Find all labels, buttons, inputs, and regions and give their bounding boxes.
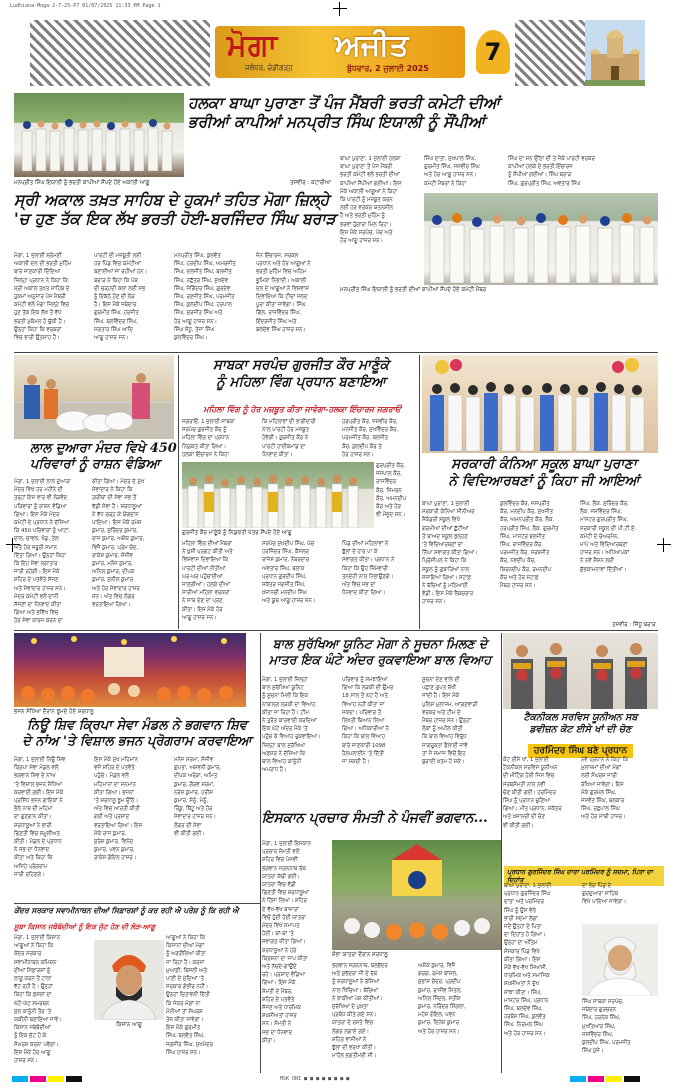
- story10-portrait-caption: ਕਿਸਾਨ ਆਗੂ: [116, 1022, 142, 1028]
- story3-photo: [182, 462, 374, 528]
- print-slug-bottom: MSK ONI ■ ■ ■ ■ ■ ■ ■ ■: [280, 1076, 350, 1082]
- story10-headline: ਕੇਂਦਰ ਸਰਕਾਰ ਸਵਾਮੀਨਾਥਨ ਦੀਆਂ ਸਿਫ਼ਾਰਸ਼ਾਂ ਨੂੰ ਕਰ ਰਹੀ ਐ ਪਰੇਸ਼ ਨੂੰ ਕਿ ਰਹੀ ਐ: [14, 906, 239, 915]
- story9-column-1: ਮੋਗਾ, 1 ਜੁਲਾਈ ਇਸਕਾਨ ਪ੍ਰਚਾਰ ਸੰਮਤੀ ਵਲੋਂ ਸ਼ਹਿਰ ਵਿਚ ਪੰਜਵੀਂ ਭਗਵਾਨ ਜਗਨਨਾਥ ਰੱਥ ਯਾਤਰਾ ਕੱਢੀ ਗਈ। ਯਾਤਰਾ ਵਿਚ ਵੱਡੀ ਗਿਣਤੀ ਵਿਚ ਸ਼ਰਧਾਲੂਆਂ ਨੇ ਹਿੱਸਾ ਲਿਆ। ਸ਼ਹਿਰ ਦੇ ਵੱਖ-ਵੱਖ ਬਾਜ਼ਾਰਾਂ ਵਿਚੋਂ ਹੁੰਦੀ ਹੋਈ ਯਾਤਰਾ ਮੰਦਰ ਵਿਖੇ ਸਮਾਪਤ ਹੋਈ। ਥਾਂ-ਥਾਂ 'ਤੇ ਸਵਾਗਤ ਕੀਤਾ ਗਿਆ। ਸ਼ਰਧਾਲੂਆਂ ਨੇ ਹਰੇ ਕ੍ਰਿਸ਼ਨਾ ਦਾ ਜਾਪ ਕੀਤਾ ਅਤੇ ਨੱਚਦੇ-ਗਾਉਂਦੇ ਰਹੇ। ਪ੍ਰਸ਼ਾਦ ਵੰਡਿਆ ਗਿਆ। ਇਸ ਮੌਕੇ ਸੰਮਤੀ ਦੇ ਮੈਂਬਰ, ਸ਼ਹਿਰ ਦੇ ਪਤਵੰਤੇ ਸੱਜਣ ਅਤੇ ਧਾਰਮਿਕ ਸ਼ਖ਼ਸੀਅਤਾਂ ਹਾਜ਼ਰ ਸਨ। ਸੰਮਤੀ ਨੇ ਸਭ ਦਾ ਧੰਨਵਾਦ ਕੀਤਾ।: [262, 841, 311, 1044]
- color-bar-yellow-right: [606, 1076, 622, 1082]
- color-bar-magenta: [30, 1076, 46, 1082]
- story7-column-3: ਮਨੋਜ ਸ਼ਰਮਾ, ਸੰਜੀਵ ਗੁਪਤਾ, ਅਸ਼ਵਨੀ ਕੁਮਾਰ, ਦੀਪਕ ਅਰੋੜਾ, ਅਮਿਤ ਕੁਮਾਰ, ਗੌਰਵ ਸ਼ਰਮਾ, ਨਰੇਸ਼ ਕੁਮਾਰ, ਹਰੀਸ਼ ਕੁਮਾਰ, ਸੋਨੂੰ, ਮੋਨੂੰ, ਰਿੰਕੂ, ਬਿੱਟੂ ਅਤੇ ਹੋਰ ਸੇਵਾਦਾਰ ਹਾਜ਼ਰ ਸਨ। ਲੰਗਰ ਦੀ ਸੇਵਾ ਵੀ ਕੀਤੀ ਗਈ।: [174, 757, 221, 837]
- registration-mark-top: [333, 2, 347, 16]
- story11-column-1: ਬਾਘਾ ਪੁਰਾਣਾ, 1 ਜੁਲਾਈ ਪ੍ਰਧਾਨ ਗੁਰਜਿੰਦਰ ਸਿੰਘ ਦਾਤਾ ਅਤੇ ਪਰਮਿੰਦਰ ਸਿੰਘ ਨੂੰ ਉਸ ਵੇਲੇ ਭਾਰੀ ਸਦਮਾ ਲੱਗਾ ਜਦੋਂ ਉਨ੍ਹਾਂ ਦੇ ਪਿਤਾ ਦਾ ਦਿਹਾਂਤ ਹੋ ਗਿਆ। ਉਨ੍ਹਾਂ ਦਾ ਅੰਤਿਮ ਸੰਸਕਾਰ ਪਿੰਡ ਵਿਖੇ ਕੀਤਾ ਗਿਆ। ਇਸ ਮੌਕੇ ਵੱਖ-ਵੱਖ ਸਿਆਸੀ, ਧਾਰਮਿਕ ਅਤੇ ਸਮਾਜਿਕ ਸ਼ਖ਼ਸੀਅਤਾਂ ਨੇ ਦੁੱਖ ਸਾਂਝਾ ਕੀਤਾ। ਸਿੰਘ, ਮਾਸਟਰ ਸਿੰਘ, ਪ੍ਰਧਾਨ ਸਿੰਘ, ਬਲਦੇਵ ਸਿੰਘ, ਹਰਬੰਸ ਸਿੰਘ, ਕੁਲਵੰਤ ਸਿੰਘ, ਨਿਰਮਲ ਸਿੰਘ ਅਤੇ ਹੋਰ ਹਾਜ਼ਰ ਸਨ।: [504, 883, 552, 1037]
- column-rule-3: [260, 633, 261, 1073]
- story4-column-1: ਮੋਗਾ, 1 ਜੁਲਾਈ ਲਾਲ ਦੁਆਰਾ ਮੰਦਰ ਵਿਖੇ ਹਰ ਮਹੀਨੇ ਦੀ ਤਰ੍ਹਾਂ ਇਸ ਵਾਰ ਵੀ ਲੋੜਵੰਦ ਪਰਿਵਾਰਾਂ ਨੂੰ ਰਾਸ਼ਨ ਵੰਡਿਆ ਗਿਆ। ਇਸ ਮੌਕੇ ਮੰਦਰ ਕਮੇਟੀ ਦੇ ਪ੍ਰਧਾਨ ਨੇ ਦੱਸਿਆ ਕਿ 450 ਪਰਿਵਾਰਾਂ ਨੂੰ ਆਟਾ, ਦਾਲ, ਚਾਵਲ, ਖੰਡ, ਤੇਲ ਅਤੇ ਹੋਰ ਜ਼ਰੂਰੀ ਸਮਾਨ ਦਿੱਤਾ ਗਿਆ। ਉਨ੍ਹਾਂ ਕਿਹਾ ਕਿ ਇਹ ਸੇਵਾ ਲਗਾਤਾਰ ਜਾਰੀ ਰਹੇਗੀ। ਇਸ ਮੌਕੇ ਸ਼ਹਿਰ ਦੇ ਪਤਵੰਤੇ ਸੱਜਣ ਅਤੇ ਸੇਵਾਦਾਰ ਹਾਜ਼ਰ ਸਨ। ਮੰਦਰ ਕਮੇਟੀ ਵਲੋਂ ਦਾਨੀ ਸੱਜਣਾਂ ਦਾ ਧੰਨਵਾਦ ਕੀਤਾ ਗਿਆ ਅਤੇ ਭਵਿੱਖ ਵਿਚ ਹੋਰ ਸੇਵਾ ਕਾਰਜ ਕਰਨ ਦਾ: [14, 479, 71, 625]
- story3-subhead: ਮਹਿਲਾ ਵਿੰਗ ਨੂੰ ਹੋਰ ਮਜ਼ਬੂਤ ਕੀਤਾ ਜਾਵੇਗਾ-ਹਲਕਾ ਇੰਚਾਰਜ ਜਗਰਾਓਂ: [203, 404, 401, 414]
- story7-headline: [14, 718, 260, 751]
- story2-column-4: ਜ਼ੋਨ ਇੰਚਾਰਜ, ਸਰਕਲ ਪ੍ਰਧਾਨ ਅਤੇ ਹੋਰ ਆਗੂਆਂ ਨੇ ਭਰਤੀ ਮੁਹਿੰਮ ਵਿਚ ਅਹਿਮ ਭੂਮਿਕਾ ਨਿਭਾਈ। ਅਕਾਲੀ ਦਲ ਦੇ ਆਗੂਆਂ ਨੇ ਵਿਸ਼ਵਾਸ ਦਿਵਾਇਆ ਕਿ ਟੀਚਾ ਜਲਦ ਪੂਰਾ ਕੀਤਾ ਜਾਵੇਗਾ। ਸਿੰਘ ਗਿੱਲ, ਰਾਜਵਿੰਦਰ ਸਿੰਘ, ਇੰਦਰਜੀਤ ਸਿੰਘ ਅਤੇ ਬਲਦੇਵ ਸਿੰਘ ਹਾਜ਼ਰ ਸਨ।: [256, 253, 311, 333]
- divider-1: [14, 352, 658, 353]
- story3-column-7: ਪਿੰਡ ਦੀਆਂ ਮਹਿਲਾਵਾਂ ਨੇ ਫੁੱਲਾਂ ਦੇ ਹਾਰ ਪਾ ਕੇ ਸਵਾਗਤ ਕੀਤਾ। ਪ੍ਰਧਾਨ ਨੇ ਕਿਹਾ ਕਿ ਉਹ ਜ਼ਿੰਮੇਵਾਰੀ ਤਨਦੇਹੀ ਨਾਲ ਨਿਭਾਉਣਗੇ। ਅੰਤ ਵਿਚ ਸਭ ਦਾ ਧੰਨਵਾਦ ਕੀਤਾ ਗਿਆ।: [342, 541, 395, 597]
- story1-column-1: ਬਾਘਾ ਪੁਰਾਣਾ, 1 ਜੁਲਾਈ ਹਲਕਾ ਬਾਘਾ ਪੁਰਾਣਾ ਤੋਂ ਪੰਜ ਮੈਂਬਰੀ ਭਰਤੀ ਕਮੇਟੀ ਵਲੋਂ ਭਰਤੀ ਦੀਆਂ ਕਾਪੀਆਂ ਸੌਂਪੀਆਂ ਗਈਆਂ। ਇਸ ਮੌਕੇ ਅਕਾਲੀ ਆਗੂਆਂ ਨੇ ਕਿਹਾ ਕਿ ਪਾਰਟੀ ਨੂੰ ਮਜ਼ਬੂਤ ਕਰਨ ਲਈ ਹਰ ਵਰਕਰ ਯਤਨਸ਼ੀਲ ਹੈ ਅਤੇ ਭਰਤੀ ਮੁਹਿੰਮ ਨੂੰ ਭਰਵਾਂ ਹੁੰਗਾਰਾ ਮਿਲ ਰਿਹਾ। ਇਸ ਮੌਕੇ ਸਰਪੰਚ, ਪੰਚ ਅਤੇ ਹੋਰ ਆਗੂ ਹਾਜ਼ਰ ਸਨ।: [340, 156, 402, 245]
- masthead-date: ਬੁੱਧਵਾਰ, 2 ਜੁਲਾਈ 2025: [347, 64, 429, 73]
- story2-headline-line2: 'ਚ ਹੁਣ ਤੱਕ ਇਕ ਲੱਖ ਭਰਤੀ ਹੋਈ-ਬਰਜਿੰਦਰ ਸਿੰਘ ਬਰਾੜ: [14, 209, 336, 229]
- story11-column-2: ਦਾ ਭੋਗ ਪਿੰਡ ਦੇ ਗੁਰਦੁਆਰਾ ਸਾਹਿਬ ਵਿਖੇ ਪਾਇਆ ਜਾਵੇਗਾ।: [582, 883, 627, 906]
- story8-column-2: ਨਵੇਂ ਪ੍ਰਧਾਨ ਨੇ ਕਿਹਾ ਕਿ ਮੁਲਾਜ਼ਮਾਂ ਦੀਆਂ ਮੰਗਾਂ ਲਈ ਸੰਘਰਸ਼ ਜਾਰੀ ਰੱਖਿਆ ਜਾਵੇਗਾ। ਇਸ ਮੌਕੇ ਗੁਰਮੇਲ ਸਿੰਘ, ਜਸਵੰਤ ਸਿੰਘ, ਬਲਕਾਰ ਸਿੰਘ, ਰਛਪਾਲ ਸਿੰਘ ਅਤੇ ਹੋਰ ਸਾਥੀ ਹਾਜ਼ਰ।: [581, 757, 628, 821]
- story10-column-1: ਮੋਗਾ, 1 ਜੁਲਾਈ ਕਿਸਾਨ ਆਗੂਆਂ ਨੇ ਕਿਹਾ ਕਿ ਕੇਂਦਰ ਸਰਕਾਰ ਸਵਾਮੀਨਾਥਨ ਕਮਿਸ਼ਨ ਦੀਆਂ ਸਿਫ਼ਾਰਸ਼ਾਂ ਨੂੰ ਲਾਗੂ ਕਰਨ ਤੋਂ ਟਾਲਾ ਵੱਟ ਰਹੀ ਹੈ। ਉਨ੍ਹਾਂ ਕਿਹਾ ਕਿ ਫ਼ਸਲਾਂ ਦਾ ਘੱਟੋ-ਘੱਟ ਸਮਰਥਨ ਮੁੱਲ ਕਾਨੂੰਨੀ ਤੌਰ 'ਤੇ ਯਕੀਨੀ ਬਣਾਇਆ ਜਾਵੇ। ਕਿਸਾਨ ਜਥੇਬੰਦੀਆਂ ਨੂੰ ਇਕ ਜੁੱਟ ਹੋ ਕੇ ਸੰਘਰਸ਼ ਕਰਨਾ ਪਵੇਗਾ। ਇਸ ਮੌਕੇ ਹੋਰ ਆਗੂ ਹਾਜ਼ਰ ਸਨ।: [14, 935, 62, 1065]
- story1-headline-line1: ਹਲਕਾ ਬਾਘਾ ਪੁਰਾਣਾ ਤੋਂ ਪੰਜ ਮੈਂਬਰੀ ਭਰਤੀ ਕਮੇਟੀ ਦੀਆਂ: [188, 93, 500, 112]
- story1-photo2-caption: ਮਨਪ੍ਰੀਤ ਸਿੰਘ ਇਯਾਲੀ ਨੂੰ ਭਰਤੀ ਦੀਆਂ ਕਾਪੀਆਂ ਸੌਂਪਦੇ ਹੋਏ ਕਮੇਟੀ ਮੈਂਬਰ: [340, 287, 487, 293]
- story3-headline-line2: ਨੂੰ ਮਹਿਲਾ ਵਿੰਗ ਪ੍ਰਧਾਨ ਬਣਾਇਆ: [216, 373, 386, 390]
- column-rule-4: [501, 633, 502, 1073]
- story5-headline-line1: ਸਰਕਾਰੀ ਕੰਨਿਆ ਸਕੂਲ ਬਾਘਾ ਪੁਰਾਣਾ: [451, 456, 637, 472]
- column-rule-2: [419, 355, 420, 629]
- story1-headline: [188, 93, 658, 132]
- column-rule-1: [178, 355, 179, 629]
- story7-photo: [14, 633, 246, 707]
- story4-headline: [30, 441, 180, 474]
- story11-portrait-photo: [582, 924, 658, 996]
- story5-column-3: ਸਿੰਘ, ਲੈਕ. ਸੁਰਿੰਦਰ ਕੌਰ, ਲੈਕ. ਜਸਵਿੰਦਰ ਸਿੰਘ, ਮਾਸਟਰ ਗੁਰਪ੍ਰੀਤ ਸਿੰਘ, ਸਰਕਾਰੀ ਸਕੂਲ ਦੀ ਪੀ.ਟੀ.ਏ. ਕਮੇਟੀ ਦੇ ਚੇਅਰਮੈਨ, ਮਾਪੇ ਅਤੇ ਵਿਦਿਆਰਥਣਾਂ ਹਾਜ਼ਰ ਸਨ। ਅਧਿਆਪਕਾਂ ਨੇ ਨਵੇਂ ਸੈਸ਼ਨ ਲਈ ਸ਼ੁੱਭਕਾਮਨਾਵਾਂ ਦਿੱਤੀਆਂ।: [580, 501, 637, 573]
- story7-column-2: ਇਸ ਮੌਕੇ ਮੁੱਖ ਮਹਿਮਾਨ ਵਜੋਂ ਸ਼ਹਿਰ ਦੇ ਪਤਵੰਤੇ ਪਹੁੰਚੇ। ਮੰਡਲ ਵਲੋਂ ਮਹਿਮਾਨਾਂ ਦਾ ਸਨਮਾਨ ਕੀਤਾ ਗਿਆ। ਭਜਨਾਂ 'ਤੇ ਸ਼ਰਧਾਲੂ ਝੂਮ ਉੱਠੇ। ਅੰਤ ਵਿਚ ਆਰਤੀ ਕੀਤੀ ਗਈ ਅਤੇ ਪ੍ਰਸ਼ਾਦ ਵਰਤਾਇਆ ਗਿਆ। ਇਸ ਮੌਕੇ ਰਾਜ ਕੁਮਾਰ, ਸੁਰੇਸ਼ ਕੁਮਾਰ, ਵਿਨੋਦ ਕੁਮਾਰ, ਪਵਨ ਕੁਮਾਰ, ਰਾਕੇਸ਼ ਗੋਇਲ ਹਾਜ਼ਰ।: [94, 757, 143, 862]
- story1-column-3: ਸਿੰਘ ਦਾ ਸਨ ਉੱਠਾ ਦੀ ਤੇ ਜੋਕੇ ਪਾਰਟੀ ਵਰਕਰ ਕਾਪੀਆਂ ਹਲਕੇ ਦੇ ਭਰਤੀ ਇੰਚਾਰਜ ਨੂੰ ਸੌਂਪੀਆਂ ਗਈਆਂ। ਸਿੰਘ ਬਰਾੜ ਸਿੰਘ, ਗੁਰਪ੍ਰੀਤ ਸਿੰਘ, ਅਵਤਾਰ ਸਿੰਘ: [508, 156, 595, 187]
- story1-column-2: ਸਿੰਘ ਦਾਤਾ, ਸੁਖਪਾਲ ਸਿੰਘ, ਗੁਰਮੀਤ ਸਿੰਘ, ਜਸਵੀਰ ਸਿੰਘ ਅਤੇ ਹੋਰ ਆਗੂ ਹਾਜ਼ਰ ਸਨ। ਕਮੇਟੀ ਮੈਂਬਰਾਂ ਨੇ ਕਿਹਾ: [424, 156, 480, 187]
- story1-photo-caption: ਮਨਪ੍ਰੀਤ ਸਿੰਘ ਇਯਾਲੀ ਨੂੰ ਭਰਤੀ ਕਾਪੀਆਂ ਸੌਂਪਦੇ ਹੋਏ ਅਕਾਲੀ ਆਗੂ: [14, 180, 150, 186]
- color-bar-yellow: [48, 1076, 64, 1082]
- story3-column-5: ਮਹਿਲਾ ਵਿੰਗ ਦੀਆਂ ਮੈਂਬਰਾਂ ਨੇ ਖ਼ੁਸ਼ੀ ਪ੍ਰਗਟ ਕੀਤੀ ਅਤੇ ਵਿਸ਼ਵਾਸ ਦਿਵਾਇਆ ਕਿ ਪਾਰਟੀ ਦੀਆਂ ਨੀਤੀਆਂ ਘਰ-ਘਰ ਪਹੁੰਚਾਈਆਂ ਜਾਣਗੀਆਂ। ਹਲਕੇ ਦੀਆਂ ਸਾਰੀਆਂ ਮਹਿਲਾ ਵਰਕਰਾਂ ਨੇ ਸਾਥ ਦੇਣ ਦਾ ਪ੍ਰਣ ਕੀਤਾ। ਇਸ ਮੌਕੇ ਹੋਰ ਆਗੂ ਹਾਜ਼ਰ ਸਨ।: [182, 541, 233, 621]
- story3-column-6: ਸਰਪੰਚ ਸੁਖਦੀਪ ਸਿੰਘ, ਪੰਚ ਹਰਜਿੰਦਰ ਸਿੰਘ, ਕੌਂਸਲਰ ਰਾਜੇਸ਼ ਕੁਮਾਰ, ਨੰਬਰਦਾਰ ਅਵਤਾਰ ਸਿੰਘ, ਬਲਾਕ ਪ੍ਰਧਾਨ ਗੁਰਦੀਪ ਸਿੰਘ, ਸਕੱਤਰ ਜਗਜੀਤ ਸਿੰਘ, ਖ਼ਜ਼ਾਨਚੀ ਮਨਦੀਪ ਸਿੰਘ ਅਤੇ ਯੂਥ ਆਗੂ ਹਾਜ਼ਰ ਸਨ।: [262, 541, 316, 605]
- story3-column-2: ਕਿ ਮਹਿਲਾਵਾਂ ਦੀ ਭਾਗੀਦਾਰੀ ਨਾਲ ਪਾਰਟੀ ਹੋਰ ਮਜ਼ਬੂਤ ਹੋਵੇਗੀ। ਗੁਰਜੀਤ ਕੌਰ ਨੇ ਪਾਰਟੀ ਹਾਈਕਮਾਂਡ ਦਾ ਧੰਨਵਾਦ ਕੀਤਾ।: [262, 419, 316, 458]
- story3-headline: [186, 357, 416, 391]
- masthead-brand: [215, 26, 465, 78]
- story8-column-1: ਕੋਟ ਈਸੇ ਖਾਂ, 1 ਜੁਲਾਈ ਟੈਕਨੀਕਲ ਸਰਵਿਸ ਯੂਨੀਅਨ ਦੀ ਮੀਟਿੰਗ ਹੋਈ ਜਿਸ ਵਿਚ ਸਰਬਸੰਮਤੀ ਨਾਲ ਨਵੀਂ ਚੋਣ ਕੀਤੀ ਗਈ। ਹਰਮਿੰਦਰ ਸਿੰਘ ਨੂੰ ਪ੍ਰਧਾਨ ਚੁਣਿਆ ਗਿਆ। ਮੀਤ ਪ੍ਰਧਾਨ, ਸਕੱਤਰ ਅਤੇ ਖ਼ਜ਼ਾਨਚੀ ਦੀ ਚੋਣ ਵੀ ਕੀਤੀ ਗਈ।: [503, 757, 562, 829]
- masthead-pattern-left: [30, 20, 210, 86]
- story6-headline-line2: ਮਾਤਰ ਇਕ ਘੰਟੇ ਅੰਦਰ ਰੁਕਵਾਇਆ ਬਾਲ ਵਿਆਹ: [268, 651, 492, 667]
- story11-column-3: ਸਿੰਘ ਸਾਬਕਾ ਸਰਪੰਚ, ਜਥੇਦਾਰ ਗੁਰਚਰਨ ਸਿੰਘ, ਹਰਨੇਕ ਸਿੰਘ, ਮੁਖਤਿਆਰ ਸਿੰਘ, ਜਸਵਿੰਦਰ ਸਿੰਘ, ਕੁਲਦੀਪ ਸਿੰਘ, ਪਰਮਜੀਤ ਸਿੰਘ ਪੁੱਜੇ।: [582, 999, 631, 1055]
- story8-subhead-box: [503, 738, 658, 757]
- page-number: 7: [476, 30, 510, 74]
- story3-column-3: ਹਰਪ੍ਰੀਤ ਕੌਰ, ਜਸਵੀਰ ਕੌਰ, ਮਨਜੀਤ ਕੌਰ, ਸੁਖਵਿੰਦਰ ਕੌਰ, ਪਰਮਜੀਤ ਕੌਰ, ਬਲਜੀਤ ਕੌਰ, ਕੁਲਦੀਪ ਕੌਰ ਤੇ ਹੋਰ ਹਾਜ਼ਰ ਸਨ।: [342, 419, 399, 458]
- story5-column-2: ਕੁਲਵਿੰਦਰ ਕੌਰ, ਜਸਪ੍ਰੀਤ ਕੌਰ, ਮਨਦੀਪ ਕੌਰ, ਸੁਖਜੀਤ ਕੌਰ, ਅਮਨਪ੍ਰੀਤ ਕੌਰ, ਲੈਕ. ਹਰਪ੍ਰੀਤ ਸਿੰਘ, ਲੈਕ. ਗੁਰਮੀਤ ਸਿੰਘ, ਮਾਸਟਰ ਬਲਜੀਤ ਸਿੰਘ, ਰਾਜਵਿੰਦਰ ਕੌਰ, ਪਰਮਜੀਤ ਕੌਰ, ਸਰਬਜੀਤ ਕੌਰ, ਨਵਦੀਪ ਕੌਰ, ਕਿਰਨਦੀਪ ਕੌਰ, ਰਮਨਦੀਪ ਕੌਰ ਅਤੇ ਹੋਰ ਸਟਾਫ਼ ਮੈਂਬਰ ਹਾਜ਼ਰ ਸਨ।: [500, 501, 559, 590]
- story6-headline-line1: ਬਾਲ ਸੁਰੱਖਿਆ ਯੂਨਿਟ ਮੋਗਾ ਨੇ ਸੂਚਨਾ ਮਿਲਣ ਦੇ: [272, 636, 488, 651]
- story8-headline-line1: ਟੈਕਨੀਕਲ ਸਰਵਿਸ ਯੂਨੀਅਨ ਸਬ: [523, 712, 638, 723]
- masthead-title-left: ਮੋਗਾ: [227, 28, 279, 63]
- story4-headline-line2: ਪਰਿਵਾਰਾਂ ਨੂੰ ਰਾਸ਼ਨ ਵੰਡਿਆ: [30, 457, 160, 473]
- story10-column-2: ਆਗੂਆਂ ਨੇ ਕਿਹਾ ਕਿ ਕਿਸਾਨਾਂ ਦੀਆਂ ਮੰਗਾਂ ਨੂੰ ਅਣਗੌਲਿਆ ਕੀਤਾ ਜਾ ਰਿਹਾ ਹੈ। ਕਰਜ਼ਾ ਮੁਆਫ਼ੀ, ਬਿਜਲੀ ਅਤੇ ਪਾਣੀ ਦੇ ਮੁੱਦਿਆਂ 'ਤੇ ਸਰਕਾਰ ਗੰਭੀਰ ਨਹੀਂ। ਉਨ੍ਹਾਂ ਚਿਤਾਵਨੀ ਦਿੱਤੀ ਕਿ ਜੇਕਰ ਮੰਗਾਂ ਨਾ ਮੰਨੀਆਂ ਤਾਂ ਸੰਘਰਸ਼ ਤੇਜ਼ ਕੀਤਾ ਜਾਵੇਗਾ। ਇਸ ਮੌਕੇ ਗੁਰਮੀਤ ਸਿੰਘ, ਬਲਵੰਤ ਸਿੰਘ, ਜਗਸੀਰ ਸਿੰਘ, ਸੁਖਮੰਦਰ ਸਿੰਘ ਹਾਜ਼ਰ ਸਨ।: [166, 935, 213, 1056]
- story6-headline: [262, 636, 498, 667]
- story4-photo: [14, 355, 174, 439]
- story8-headline: [503, 712, 658, 736]
- story2-headline-line1: ਸ੍ਰੀ ਅਕਾਲ ਤਖ਼ਤ ਸਾਹਿਬ ਦੇ ਹੁਕਮਾਂ ਤਹਿਤ ਮੋਗਾ ਜ਼ਿਲ੍ਹੇ: [14, 190, 330, 209]
- story7-headline-line2: ਦੇ ਨਾਂਅ 'ਤੇ ਵਿਸ਼ਾਲ ਭਜਨ ਪ੍ਰੋਗਰਾਮ ਕਰਵਾਇਆ: [22, 734, 252, 750]
- story9-photo-caption: ਸ਼ੋਭਾ ਯਾਤਰਾ ਦੌਰਾਨ ਸ਼ਰਧਾਲੂ: [332, 952, 388, 958]
- divider-3: [14, 903, 260, 904]
- story3-column-1: ਜਗਰਾਓਂ, 1 ਜੁਲਾਈ ਸਾਬਕਾ ਸਰਪੰਚ ਗੁਰਜੀਤ ਕੌਰ ਨੂੰ ਮਹਿਲਾ ਵਿੰਗ ਦਾ ਪ੍ਰਧਾਨ ਨਿਯੁਕਤ ਕੀਤਾ ਗਿਆ। ਹਲਕਾ ਇੰਚਾਰਜ ਨੇ ਕਿਹਾ: [182, 419, 235, 458]
- color-bar-black-right: [624, 1076, 640, 1082]
- story1-headline-line2: ਭਰੀਆਂ ਕਾਪੀਆਂ ਮਨਪ੍ਰੀਤ ਸਿੰਘ ਇਯਾਲੀ ਨੂੰ ਸੌਂਪੀਆਂ: [188, 112, 485, 132]
- story1-handover-photo: [424, 193, 658, 285]
- story7-headline-line1: ਨਿਊ ਸ਼ਿਵ ਕ੍ਰਿਪਾ ਸੇਵਾ ਮੰਡਲ ਨੇ ਭਗਵਾਨ ਸ਼ਿਵ: [27, 718, 247, 733]
- story5-photo-credit: ਤਸਵੀਰ : ਸਿੱਧੂ ਬਰਾੜ: [612, 622, 656, 628]
- color-bar-cyan-right: [570, 1076, 586, 1082]
- story5-column-1: ਬਾਘਾ ਪੁਰਾਣਾ, 1 ਜੁਲਾਈ ਸਰਕਾਰੀ ਕੰਨਿਆ ਸੀਨੀਅਰ ਸੈਕੰਡਰੀ ਸਕੂਲ ਵਿਖੇ ਗਰਮੀਆਂ ਦੀਆਂ ਛੁੱਟੀਆਂ ਤੋਂ ਬਾਅਦ ਸਕੂਲ ਖੁੱਲ੍ਹਣ 'ਤੇ ਵਿਦਿਆਰਥਣਾਂ ਦਾ ਨਿੱਘਾ ਸਵਾਗਤ ਕੀਤਾ ਗਿਆ। ਪ੍ਰਿੰਸੀਪਲ ਨੇ ਕਿਹਾ ਕਿ ਸਕੂਲ ਨੂੰ ਗੁਬਾਰਿਆਂ ਨਾਲ ਸਜਾਇਆ ਗਿਆ। ਸਟਾਫ਼ ਨੇ ਬੱਚਿਆਂ ਨੂੰ ਮਠਿਆਈ ਵੰਡੀ। ਇਸ ਮੌਕੇ ਲੈਕਚਰਾਰ ਹਾਜ਼ਰ ਸਨ।: [422, 501, 478, 606]
- story4-headline-line1: ਲਾਲ ਦੁਆਰਾ ਮੰਦਰ ਵਿਖੇ 450: [30, 441, 177, 456]
- story11-headline: ਪ੍ਰਧਾਨ ਗੁਰਜਿੰਦਰ ਸਿੰਘ ਦਾਤਾ ਪਰਮਿੰਦਰ ਨੂੰ ਸਦਮਾ, ਪਿਤਾ ਦਾ ਦਿਹਾਂਤ: [504, 866, 664, 886]
- registration-mark-right: [657, 538, 671, 552]
- masthead-pattern-right: [515, 20, 585, 86]
- story6-column-2: ਪਰਿਵਾਰ ਨੂੰ ਸਮਝਾਇਆ ਗਿਆ ਕਿ ਲੜਕੀ ਦੀ ਉਮਰ 18 ਸਾਲ ਤੋਂ ਘੱਟ ਹੈ ਅਤੇ ਵਿਆਹ ਨਹੀਂ ਕੀਤਾ ਜਾ ਸਕਦਾ। ਪਰਿਵਾਰ ਤੋਂ ਲਿਖਤੀ ਬਿਆਨ ਲਿਆ ਗਿਆ। ਅਧਿਕਾਰੀਆਂ ਨੇ ਕਿਹਾ ਕਿ ਬਾਲ ਵਿਆਹ ਬਾਰੇ ਜਾਣਕਾਰੀ 1098 ਹੈਲਪਲਾਈਨ 'ਤੇ ਦਿੱਤੀ ਜਾ ਸਕਦੀ ਹੈ।: [342, 677, 394, 766]
- story1-group-photo: [14, 93, 184, 177]
- story10-portrait-photo: [94, 940, 164, 1020]
- divider-2: [14, 630, 658, 631]
- story9-column-2: ਭਗਵਾਨ ਜਗਨਨਾਥ, ਬਲਭੱਦਰ ਅਤੇ ਸੁਭੱਦਰਾ ਜੀ ਦੇ ਰੱਥ ਨੂੰ ਸ਼ਰਧਾਲੂਆਂ ਨੇ ਰੱਸਿਆਂ ਨਾਲ ਖਿੱਚਿਆ। ਬੱਚਿਆਂ ਨੇ ਝਾਕੀਆਂ ਪੇਸ਼ ਕੀਤੀਆਂ। ਸੁਰੱਖਿਆ ਦੇ ਪੁਖ਼ਤਾ ਪ੍ਰਬੰਧ ਕੀਤੇ ਗਏ ਸਨ। ਯਾਤਰਾ ਦੇ ਰਸਤੇ ਵਿਚ ਲੰਗਰ ਲਗਾਏ ਗਏ। ਸ਼ਹਿਰ ਵਾਸੀਆਂ ਨੇ ਫੁੱਲਾਂ ਦੀ ਵਰਖਾ ਕੀਤੀ। ਮਾਹੌਲ ਭਗਤੀਮਈ ਸੀ।: [332, 963, 388, 1060]
- story8-subhead: ਹਰਮਿੰਦਰ ਸਿੰਘ ਬਣੇ ਪ੍ਰਧਾਨ: [528, 744, 633, 758]
- story5-photo: [422, 355, 658, 453]
- story7-photo-caption: ਭਜਨ ਸੰਧਿਆ ਦੌਰਾਨ ਝੂਮਦੇ ਹੋਏ ਸ਼ਰਧਾਲੂ: [14, 709, 94, 715]
- story6-column-3: ਸੂਚਨਾ ਦੇਣ ਵਾਲੇ ਦੀ ਪਛਾਣ ਗੁਪਤ ਰੱਖੀ ਜਾਂਦੀ ਹੈ। ਇਸ ਮੌਕੇ ਪੁਲਿਸ ਮੁਲਾਜ਼ਮ, ਆਂਗਣਵਾੜੀ ਵਰਕਰ ਅਤੇ ਟੀਮ ਦੇ ਮੈਂਬਰ ਹਾਜ਼ਰ ਸਨ। ਉਨ੍ਹਾਂ ਲੋਕਾਂ ਨੂੰ ਅਪੀਲ ਕੀਤੀ ਕਿ ਬਾਲ ਵਿਆਹ ਵਿਰੁੱਧ ਜਾਗਰੂਕਤਾ ਫੈਲਾਈ ਜਾਵੇ ਤਾਂ ਜੋ ਸਮਾਜ ਵਿਚੋਂ ਇਹ ਬੁਰਾਈ ਖ਼ਤਮ ਹੋ ਸਕੇ।: [422, 677, 478, 766]
- story3-photo-caption: ਗੁਰਜੀਤ ਕੌਰ ਮਾਣੂੰਕੇ ਨੂੰ ਨਿਯੁਕਤੀ ਪੱਤਰ ਸੌਂਪਦੇ ਹੋਏ ਆਗੂ: [182, 530, 292, 536]
- temple-illustration-icon: [585, 20, 645, 86]
- story2-column-3: ਮਨਪ੍ਰੀਤ ਸਿੰਘ, ਕੁਲਵੰਤ ਸਿੰਘ, ਹਰਦੀਪ ਸਿੰਘ, ਅਮਰਜੀਤ ਸਿੰਘ, ਦਲਜੀਤ ਸਿੰਘ, ਬਲਜੀਤ ਸਿੰਘ, ਨਛੱਤਰ ਸਿੰਘ, ਸੁਖਦੇਵ ਸਿੰਘ, ਜੋਗਿੰਦਰ ਸਿੰਘ, ਗੁਰਦੇਵ ਸਿੰਘ, ਰਣਜੀਤ ਸਿੰਘ, ਪਰਮਜੀਤ ਸਿੰਘ, ਕੁਲਦੀਪ ਸਿੰਘ, ਹਰਪਾਲ ਸਿੰਘ, ਸੁਰਜੀਤ ਸਿੰਘ ਅਤੇ ਹੋਰ ਆਗੂ ਹਾਜ਼ਰ ਸਨ। ਸਿੰਘ ਸੰਧੂ, ਤੇਜਾ ਸਿੰਘ ਕੁਲਵਿੰਦਰ ਸਿੰਘ।: [174, 253, 236, 342]
- masthead-title-right: ਅਜੀਤ: [335, 28, 409, 63]
- story3-headline-line1: ਸਾਬਕਾ ਸਰਪੰਚ ਗੁਰਜੀਤ ਕੌਰ ਮਾਣੂੰਕੇ: [213, 357, 389, 373]
- story2-headline: [14, 190, 338, 229]
- story8-photo: [503, 633, 658, 709]
- story9-headline: ਇਸਕਾਨ ਪ੍ਰਚਾਰ ਸੰਮਤੀ ਨੇ ਪੰਜਵੀਂ ਭਗਵਾਨ...: [262, 810, 488, 826]
- masthead-city: ਜਲੰਧਰ, ਚੰਡੀਗੜ੍ਹ: [245, 64, 293, 72]
- print-slug-top: Ludhiana-Moga-2-7-25-P7 01/07/2025 11:33 PM Page 1: [10, 3, 161, 9]
- story7-column-1: ਮੋਗਾ, 1 ਜੁਲਾਈ ਨਿਊ ਸ਼ਿਵ ਕ੍ਰਿਪਾ ਸੇਵਾ ਮੰਡਲ ਵਲੋਂ ਭਗਵਾਨ ਸ਼ਿਵ ਦੇ ਨਾਂਅ 'ਤੇ ਵਿਸ਼ਾਲ ਭਜਨ ਸੰਧਿਆ ਕਰਵਾਈ ਗਈ। ਇਸ ਮੌਕੇ ਪ੍ਰਸਿੱਧ ਭਜਨ ਗਾਇਕਾਂ ਨੇ ਭੋਲੇ ਨਾਥ ਦੀ ਮਹਿਮਾ ਦਾ ਗੁਣਗਾਨ ਕੀਤਾ। ਸ਼ਰਧਾਲੂਆਂ ਨੇ ਭਾਰੀ ਗਿਣਤੀ ਵਿਚ ਸ਼ਮੂਲੀਅਤ ਕੀਤੀ। ਮੰਡਲ ਦੇ ਪ੍ਰਧਾਨ ਨੇ ਸਭ ਦਾ ਧੰਨਵਾਦ ਕੀਤਾ ਅਤੇ ਕਿਹਾ ਕਿ ਅਜਿਹੇ ਪ੍ਰੋਗਰਾਮ ਜਾਰੀ ਰਹਿਣਗੇ।: [14, 757, 66, 878]
- color-bar-black: [66, 1076, 82, 1082]
- story3-column-4: ਗੁਰਪ੍ਰੀਤ ਕੌਰ, ਜਸਪਾਲ ਕੌਰ, ਰਾਜਵਿੰਦਰ ਕੌਰ, ਸਿਮਰਨ ਕੌਰ, ਅਮਨਦੀਪ ਕੌਰ ਅਤੇ ਹੋਰ ਵੀ ਮੌਜੂਦ ਸਨ।: [376, 463, 407, 519]
- story6-column-1: ਮੋਗਾ, 1 ਜੁਲਾਈ ਜ਼ਿਲ੍ਹਾ ਬਾਲ ਸੁਰੱਖਿਆ ਯੂਨਿਟ ਨੂੰ ਸੂਚਨਾ ਮਿਲੀ ਕਿ ਇਕ ਨਾਬਾਲਗ ਲੜਕੀ ਦਾ ਵਿਆਹ ਕੀਤਾ ਜਾ ਰਿਹਾ ਹੈ। ਟੀਮ ਨੇ ਤੁਰੰਤ ਕਾਰਵਾਈ ਕਰਦਿਆਂ ਇਕ ਘੰਟੇ ਅੰਦਰ ਮੌਕੇ 'ਤੇ ਪਹੁੰਚ ਕੇ ਵਿਆਹ ਰੁਕਵਾਇਆ। ਜ਼ਿਲ੍ਹਾ ਬਾਲ ਸੁਰੱਖਿਆ ਅਫ਼ਸਰ ਨੇ ਦੱਸਿਆ ਕਿ ਬਾਲ ਵਿਆਹ ਕਾਨੂੰਨੀ ਅਪਰਾਧ ਹੈ।: [262, 677, 321, 774]
- masthead: [30, 20, 645, 86]
- story9-column-3: ਅਸ਼ੋਕ ਕੁਮਾਰ, ਵਿਜੈ ਗਰਗ, ਰਮੇਸ਼ ਬਾਂਸਲ, ਸੁਭਾਸ਼ ਚੰਦਰ, ਪ੍ਰਦੀਪ ਕੁਮਾਰ, ਰਾਜੀਵ ਮਿੱਤਲ, ਅਨਿਲ ਜਿੰਦਲ, ਸਤੀਸ਼ ਕੁਮਾਰ, ਨਰਿੰਦਰ ਸਿੰਗਲਾ, ਮਹੇਸ਼ ਗੋਇਲ, ਪਵਨ ਕੁਮਾਰ, ਦਿਨੇਸ਼ ਕੁਮਾਰ ਅਤੇ ਹੋਰ ਹਾਜ਼ਰ ਸਨ।: [418, 963, 466, 1035]
- story5-headline-line2: ਨੇ ਵਿਦਿਆਰਥਣਾਂ ਨੂੰ ਕਿਹਾ ਜੀ ਆਇਆਂ: [448, 472, 640, 489]
- story1-photo-credit: ਤਸਵੀਰ : ਕਟਾਰੀਆ: [290, 180, 331, 186]
- story9-photo: [332, 840, 502, 950]
- story5-headline: [430, 456, 658, 490]
- story2-column-1: ਮੋਗਾ, 1 ਜੁਲਾਈ ਸ਼੍ਰੋਮਣੀ ਅਕਾਲੀ ਦਲ ਦੀ ਭਰਤੀ ਮੁਹਿੰਮ ਬਾਰੇ ਜਾਣਕਾਰੀ ਦਿੰਦਿਆਂ ਜ਼ਿਲ੍ਹਾ ਪ੍ਰਧਾਨ ਨੇ ਕਿਹਾ ਕਿ ਸ੍ਰੀ ਅਕਾਲ ਤਖ਼ਤ ਸਾਹਿਬ ਦੇ ਹੁਕਮਾਂ ਅਨੁਸਾਰ ਪੰਜ ਮੈਂਬਰੀ ਕਮੇਟੀ ਵਲੋਂ ਮੋਗਾ ਜ਼ਿਲ੍ਹੇ ਵਿਚ ਹੁਣ ਤੱਕ ਇਕ ਲੱਖ ਤੋਂ ਵੱਧ ਭਰਤੀ ਮੁਕੰਮਲ ਹੋ ਚੁੱਕੀ ਹੈ। ਉਨ੍ਹਾਂ ਕਿਹਾ ਕਿ ਵਰਕਰਾਂ ਵਿਚ ਭਾਰੀ ਉਤਸ਼ਾਹ ਹੈ।: [14, 253, 72, 342]
- color-bar-cyan: [12, 1076, 28, 1082]
- story4-column-2: ਕੀਤਾ ਗਿਆ। ਮੰਦਰ ਦੇ ਮੁੱਖ ਸੇਵਾਦਾਰ ਨੇ ਕਿਹਾ ਕਿ ਗ਼ਰੀਬਾਂ ਦੀ ਸੇਵਾ ਸਭ ਤੋਂ ਵੱਡੀ ਸੇਵਾ ਹੈ। ਸ਼ਰਧਾਲੂਆਂ ਨੇ ਵੱਧ ਚੜ੍ਹ ਕੇ ਯੋਗਦਾਨ ਪਾਇਆ। ਇਸ ਮੌਕੇ ਰਮੇਸ਼ ਕੁਮਾਰ, ਸੁਰਿੰਦਰ ਕੁਮਾਰ, ਰਾਜ ਕੁਮਾਰ, ਅਸ਼ੋਕ ਕੁਮਾਰ, ਵਿਜੈ ਕੁਮਾਰ, ਪ੍ਰੇਮ ਚੰਦ, ਰਾਕੇਸ਼ ਕੁਮਾਰ, ਸੰਜੀਵ ਕੁਮਾਰ, ਮਨੋਜ ਕੁਮਾਰ, ਅਨਿਲ ਕੁਮਾਰ, ਦੀਪਕ ਕੁਮਾਰ, ਸੁਨੀਲ ਕੁਮਾਰ ਅਤੇ ਹੋਰ ਸੇਵਾਦਾਰ ਹਾਜ਼ਰ ਸਨ। ਅੰਤ ਵਿਚ ਲੰਗਰ ਵਰਤਾਇਆ ਗਿਆ।: [92, 479, 145, 609]
- story8-headline-line2: ਡਵੀਜ਼ਨ ਕੋਟ ਈਸੇ ਖਾਂ ਦੀ ਚੋਣ: [529, 723, 632, 735]
- color-bar-magenta-right: [588, 1076, 604, 1082]
- story2-column-2: ਪਾਰਟੀ ਦੀ ਮਜ਼ਬੂਤੀ ਲਈ ਹਰ ਪਿੰਡ ਵਿਚ ਕਮੇਟੀਆਂ ਬਣਾਈਆਂ ਜਾ ਰਹੀਆਂ ਹਨ। ਬਰਾੜ ਨੇ ਕਿਹਾ ਕਿ ਪੰਥ ਦੀ ਚੜ੍ਹਦੀ ਕਲਾ ਲਈ ਸਭ ਨੂੰ ਇਕੱਠੇ ਹੋਣ ਦੀ ਲੋੜ ਹੈ। ਇਸ ਮੌਕੇ ਜਥੇਦਾਰ ਗੁਰਮੀਤ ਸਿੰਘ, ਹਰਜੀਤ ਸਿੰਘ, ਬਲਵਿੰਦਰ ਸਿੰਘ, ਜਗਤਾਰ ਸਿੰਘ ਆਦਿ ਆਗੂ ਹਾਜ਼ਰ ਸਨ।: [94, 253, 148, 342]
- story10-subhead: ਸੂਬਾ ਕਿਸਾਨ ਜਥੇਬੰਦੀਆਂ ਨੂੰ ਇਕ ਜੁੱਟ ਹੋਣ ਦੀ ਲੋੜ-ਆਗੂ: [14, 922, 156, 931]
